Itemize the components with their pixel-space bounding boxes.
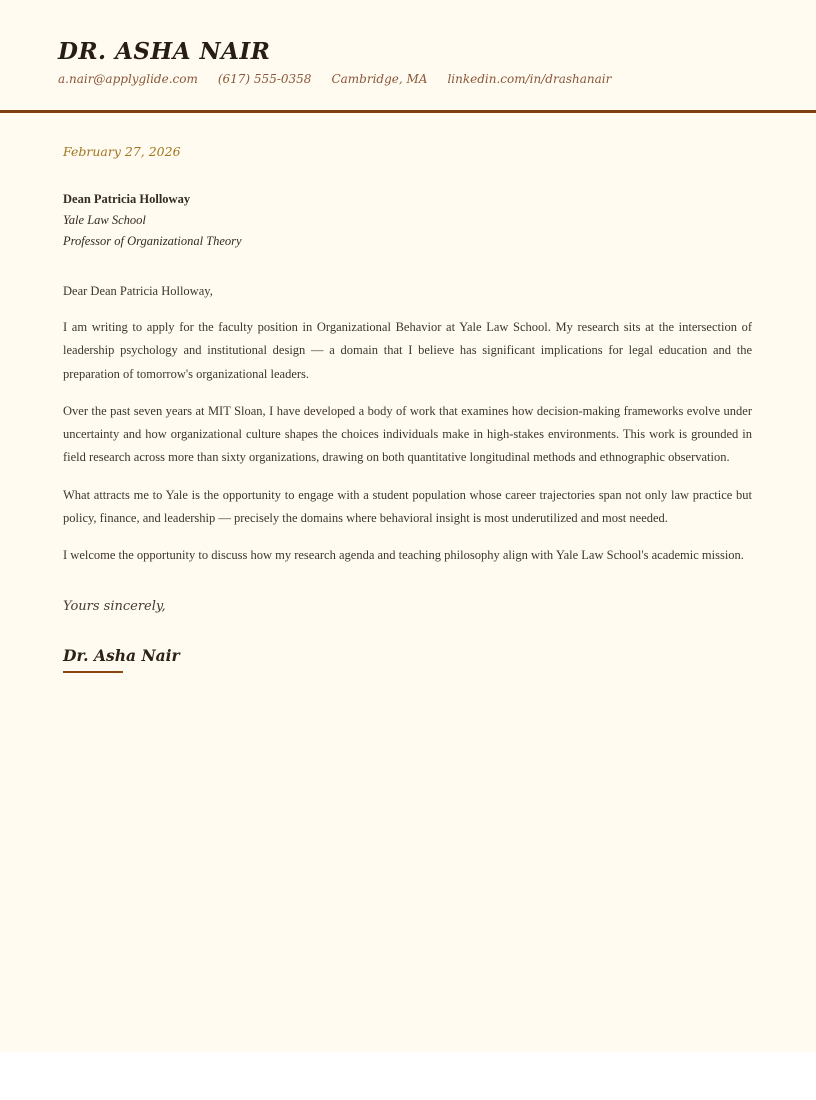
contact-email-link[interactable]: a.nair@applyglide.com [58,72,198,86]
recipient-title: Professor of Organizational Theory [63,234,242,248]
salutation: Dear Dean Patricia Holloway, [63,284,213,298]
contact-phone: (617) 555-0358 [217,72,312,86]
signature-name: Dr. Asha Nair [63,645,180,665]
contact-row [58,72,754,110]
recipient-organization: Yale Law School [63,213,146,227]
letterhead-name: DR. ASHA NAIR [58,38,271,65]
letterhead [0,0,816,110]
letter-body [0,113,816,673]
signature-rule [63,671,123,673]
letter-paragraph: I am writing to apply for the faculty position in Organizational Behavior at Yale Law School. My research sits at the intersection of leadership psychology and institutional design — a domain that I believe has significant implications for legal education and the preparation of tomorrow's organizational leaders. [63,320,752,381]
letter-date: February 27, 2026 [63,144,181,159]
recipient-block [63,189,752,252]
contact-location: Cambridge, MA [331,72,428,86]
closing-phrase: Yours sincerely, [63,598,166,614]
letter-paragraph: What attracts me to Yale is the opportunity to engage with a student population whose career trajectories span not only law practice but policy, finance, and leadership — precisely the domains where behavioral insight is most underutilized and most needed. [63,487,752,526]
letter-paragraph: I welcome the opportunity to discuss how my research agenda and teaching philosophy align with Yale Law School's academic mission. [63,548,744,563]
contact-linkedin-link[interactable]: linkedin.com/in/drashanair [447,72,612,86]
recipient-name: Dean Patricia Holloway [63,192,191,206]
letter-paragraph: Over the past seven years at MIT Sloan, I have developed a body of work that examines how decision-making frameworks evolve under uncertainty and how organizational culture shapes the choices individuals make in high-stakes environments. This work is grounded in field research across more than sixty organizations, drawing on both quantitative longitudinal methods and ethnographic observation. [63,403,752,465]
